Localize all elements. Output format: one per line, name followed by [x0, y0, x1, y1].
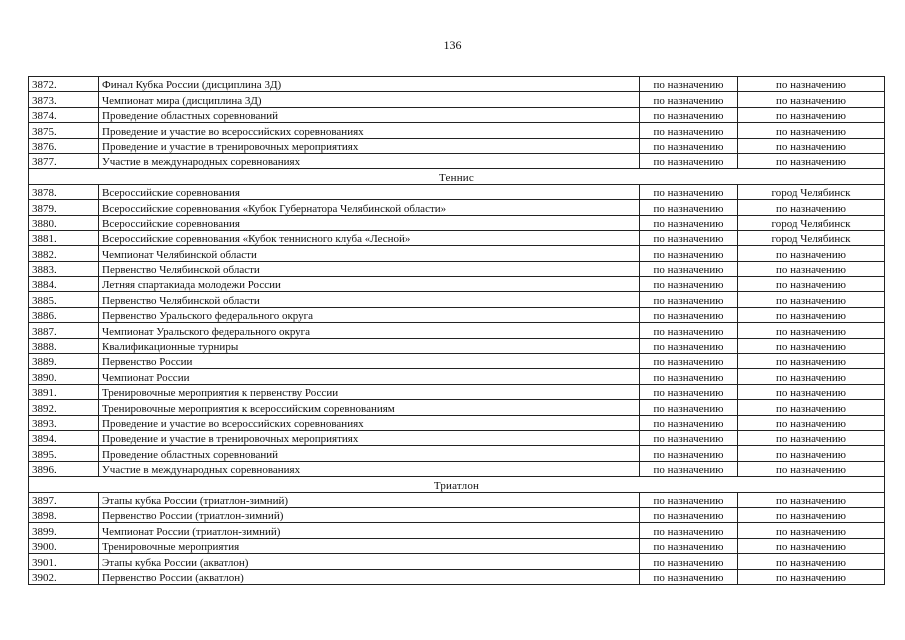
- row-number: 3882.: [29, 246, 99, 261]
- table-row: [29, 554, 885, 569]
- event-name: Летняя спартакиада молодежи России: [99, 277, 640, 292]
- row-number: 3902.: [29, 569, 99, 584]
- event-location: по назначению: [738, 415, 885, 430]
- event-name: Проведение областных соревнований: [99, 446, 640, 461]
- event-location: город Челябинск: [738, 184, 885, 199]
- event-name: Проведение и участие во всероссийских соревнованиях: [99, 415, 640, 430]
- row-number: 3885.: [29, 292, 99, 307]
- event-name: Квалификационные турниры: [99, 338, 640, 353]
- event-place: по назначению: [640, 430, 738, 445]
- row-number: 3891.: [29, 384, 99, 399]
- event-place: по назначению: [640, 461, 738, 476]
- table-row: [29, 354, 885, 369]
- row-number: 3889.: [29, 354, 99, 369]
- row-number: 3895.: [29, 446, 99, 461]
- event-place: по назначению: [640, 153, 738, 168]
- event-location: по назначению: [738, 92, 885, 107]
- event-place: по назначению: [640, 554, 738, 569]
- row-number: 3888.: [29, 338, 99, 353]
- table-row: [29, 215, 885, 230]
- event-location: по назначению: [738, 446, 885, 461]
- event-location: по назначению: [738, 400, 885, 415]
- event-name: Проведение и участие в тренировочных мероприятиях: [99, 430, 640, 445]
- event-place: по назначению: [640, 354, 738, 369]
- event-name: Тренировочные мероприятия к всероссийским соревнованиям: [99, 400, 640, 415]
- table-row: [29, 184, 885, 199]
- row-number: 3890.: [29, 369, 99, 384]
- row-number: 3894.: [29, 430, 99, 445]
- table-row: [29, 123, 885, 138]
- row-number: 3900.: [29, 538, 99, 553]
- event-location: по назначению: [738, 107, 885, 122]
- event-name: Проведение областных соревнований: [99, 107, 640, 122]
- event-location: по назначению: [738, 369, 885, 384]
- row-number: 3875.: [29, 123, 99, 138]
- event-location: по назначению: [738, 138, 885, 153]
- table-row: [29, 369, 885, 384]
- row-number: 3879.: [29, 200, 99, 215]
- event-location: по назначению: [738, 461, 885, 476]
- event-name: Чемпионат мира (дисциплина 3Д): [99, 92, 640, 107]
- row-number: 3881.: [29, 230, 99, 245]
- event-location: по назначению: [738, 538, 885, 553]
- event-name: Всероссийские соревнования: [99, 184, 640, 199]
- event-place: по назначению: [640, 184, 738, 199]
- event-place: по назначению: [640, 323, 738, 338]
- event-name: Проведение и участие в тренировочных мероприятиях: [99, 138, 640, 153]
- event-location: по назначению: [738, 569, 885, 584]
- event-name: Этапы кубка России (акватлон): [99, 554, 640, 569]
- event-location: город Челябинск: [738, 230, 885, 245]
- event-location: по назначению: [738, 430, 885, 445]
- event-name: Тренировочные мероприятия: [99, 538, 640, 553]
- row-number: 3896.: [29, 461, 99, 476]
- table-row: [29, 277, 885, 292]
- table-row: [29, 430, 885, 445]
- event-place: по назначению: [640, 307, 738, 322]
- event-name: Первенство Челябинской области: [99, 292, 640, 307]
- event-location: город Челябинск: [738, 215, 885, 230]
- table-row: [29, 384, 885, 399]
- table-row: [29, 292, 885, 307]
- event-location: по назначению: [738, 323, 885, 338]
- event-location: по назначению: [738, 507, 885, 522]
- row-number: 3898.: [29, 507, 99, 522]
- event-place: по назначению: [640, 338, 738, 353]
- row-number: 3897.: [29, 492, 99, 507]
- table-row: [29, 307, 885, 322]
- event-place: по назначению: [640, 230, 738, 245]
- events-table-body: [29, 77, 885, 585]
- table-row: [29, 107, 885, 122]
- event-name: Первенство Уральского федерального округа: [99, 307, 640, 322]
- event-place: по назначению: [640, 507, 738, 522]
- event-name: Первенство Челябинской области: [99, 261, 640, 276]
- event-place: по назначению: [640, 384, 738, 399]
- row-number: 3877.: [29, 153, 99, 168]
- event-name: Чемпионат Челябинской области: [99, 246, 640, 261]
- event-place: по назначению: [640, 523, 738, 538]
- event-location: по назначению: [738, 277, 885, 292]
- event-location: по назначению: [738, 200, 885, 215]
- event-name: Этапы кубка России (триатлон-зимний): [99, 492, 640, 507]
- row-number: 3878.: [29, 184, 99, 199]
- section-title: Триатлон: [29, 477, 885, 492]
- table-row: [29, 77, 885, 92]
- table-row: [29, 92, 885, 107]
- event-place: по назначению: [640, 92, 738, 107]
- table-row: [29, 153, 885, 168]
- row-number: 3876.: [29, 138, 99, 153]
- event-location: по назначению: [738, 77, 885, 92]
- event-location: по назначению: [738, 261, 885, 276]
- table-row: [29, 338, 885, 353]
- section-title: Теннис: [29, 169, 885, 184]
- row-number: 3901.: [29, 554, 99, 569]
- table-row: [29, 323, 885, 338]
- event-location: по назначению: [738, 554, 885, 569]
- table-row: [29, 246, 885, 261]
- table-row: [29, 507, 885, 522]
- event-name: Всероссийские соревнования: [99, 215, 640, 230]
- event-place: по назначению: [640, 261, 738, 276]
- event-name: Тренировочные мероприятия к первенству России: [99, 384, 640, 399]
- section-header-row: [29, 477, 885, 492]
- event-location: по назначению: [738, 123, 885, 138]
- event-location: по назначению: [738, 354, 885, 369]
- row-number: 3884.: [29, 277, 99, 292]
- table-row: [29, 230, 885, 245]
- event-location: по назначению: [738, 307, 885, 322]
- row-number: 3886.: [29, 307, 99, 322]
- table-row: [29, 415, 885, 430]
- table-row: [29, 538, 885, 553]
- event-location: по назначению: [738, 338, 885, 353]
- event-place: по назначению: [640, 400, 738, 415]
- event-name: Первенство России: [99, 354, 640, 369]
- page-number: 136: [443, 38, 462, 52]
- event-place: по назначению: [640, 200, 738, 215]
- table-row: [29, 261, 885, 276]
- event-name: Первенство России (акватлон): [99, 569, 640, 584]
- event-name: Чемпионат России (триатлон-зимний): [99, 523, 640, 538]
- section-header-row: [29, 169, 885, 184]
- event-place: по назначению: [640, 538, 738, 553]
- table-row: [29, 492, 885, 507]
- event-name: Участие в международных соревнованиях: [99, 461, 640, 476]
- event-name: Проведение и участие во всероссийских соревнованиях: [99, 123, 640, 138]
- row-number: 3872.: [29, 77, 99, 92]
- event-place: по назначению: [640, 138, 738, 153]
- event-place: по назначению: [640, 415, 738, 430]
- event-name: Первенство России (триатлон-зимний): [99, 507, 640, 522]
- table-row: [29, 200, 885, 215]
- event-location: по назначению: [738, 246, 885, 261]
- table-row: [29, 569, 885, 584]
- event-place: по назначению: [640, 123, 738, 138]
- row-number: 3893.: [29, 415, 99, 430]
- event-name: Участие в международных соревнованиях: [99, 153, 640, 168]
- events-table: [28, 76, 885, 585]
- event-location: по назначению: [738, 153, 885, 168]
- row-number: 3899.: [29, 523, 99, 538]
- row-number: 3880.: [29, 215, 99, 230]
- event-place: по назначению: [640, 246, 738, 261]
- row-number: 3883.: [29, 261, 99, 276]
- row-number: 3874.: [29, 107, 99, 122]
- event-location: по назначению: [738, 492, 885, 507]
- event-place: по назначению: [640, 77, 738, 92]
- event-name: Чемпионат Уральского федерального округа: [99, 323, 640, 338]
- event-location: по назначению: [738, 523, 885, 538]
- event-place: по назначению: [640, 446, 738, 461]
- event-name: Всероссийские соревнования «Кубок Губернатора Челябинской области»: [99, 200, 640, 215]
- event-place: по назначению: [640, 107, 738, 122]
- event-name: Всероссийские соревнования «Кубок теннисного клуба «Лесной»: [99, 230, 640, 245]
- table-row: [29, 461, 885, 476]
- table-row: [29, 400, 885, 415]
- event-location: по назначению: [738, 384, 885, 399]
- row-number: 3892.: [29, 400, 99, 415]
- event-name: Финал Кубка России (дисциплина 3Д): [99, 77, 640, 92]
- row-number: 3873.: [29, 92, 99, 107]
- event-place: по назначению: [640, 215, 738, 230]
- event-place: по назначению: [640, 492, 738, 507]
- event-place: по назначению: [640, 277, 738, 292]
- event-location: по назначению: [738, 292, 885, 307]
- event-name: Чемпионат России: [99, 369, 640, 384]
- table-row: [29, 446, 885, 461]
- table-row: [29, 138, 885, 153]
- event-place: по назначению: [640, 569, 738, 584]
- row-number: 3887.: [29, 323, 99, 338]
- table-row: [29, 523, 885, 538]
- event-place: по назначению: [640, 292, 738, 307]
- event-place: по назначению: [640, 369, 738, 384]
